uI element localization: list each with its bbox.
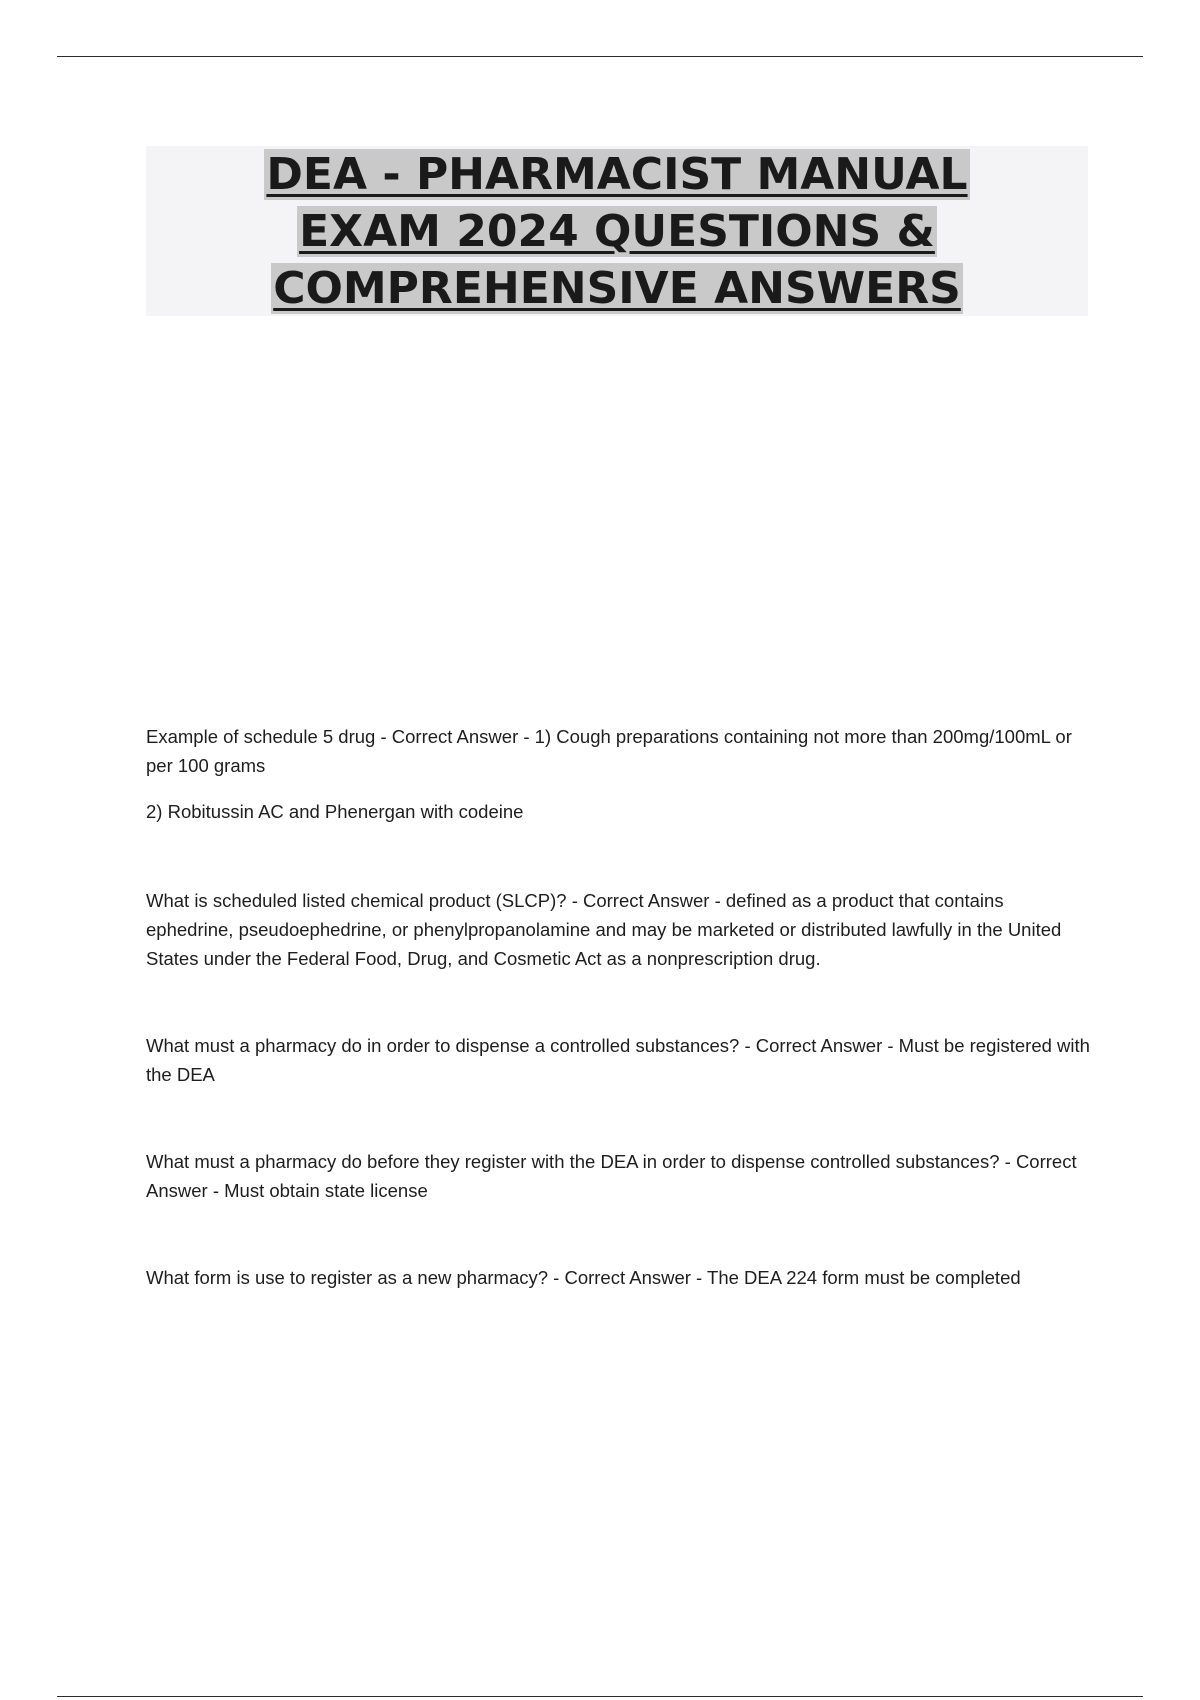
- qa-item: [146, 886, 1091, 973]
- document-title: [146, 146, 1088, 317]
- top-rule: [57, 56, 1143, 57]
- qa-item: [146, 722, 1091, 826]
- title-banner: [146, 146, 1088, 316]
- qa-text: Example of schedule 5 drug - Correct Answer - 1) Cough preparations containing not more than 200mg/100mL or per 100 grams: [146, 726, 1072, 776]
- qa-item: [146, 1147, 1091, 1205]
- bottom-rule: [57, 1696, 1143, 1697]
- title-line: EXAM 2024 QUESTIONS &: [299, 205, 935, 257]
- qa-text: What is scheduled listed chemical product (SLCP)? - Correct Answer - defined as a product that contains ephedrine, pseudoephedrine, or phenylpropanolamine and may be marketed or distributed lawfully in the United States under the Federal Food, Drug, and Cosmetic Act as a nonprescription drug.: [146, 890, 1062, 969]
- qa-text: 2) Robitussin AC and Phenergan with codeine: [146, 801, 524, 822]
- qa-text: What must a pharmacy do before they register with the DEA in order to dispense controlled substances? - Correct Answer - Must obtain state license: [146, 1151, 1077, 1201]
- qa-text: What must a pharmacy do in order to dispense a controlled substances? - Correct Answer - Must be registered with the DEA: [146, 1035, 1090, 1085]
- title-line: DEA - PHARMACIST MANUAL: [266, 148, 968, 200]
- qa-item: [146, 1031, 1091, 1089]
- qa-list: [146, 722, 1091, 1350]
- qa-item: [146, 1263, 1091, 1292]
- qa-text: What form is use to register as a new pharmacy? - Correct Answer - The DEA 224 form must be completed: [146, 1267, 1021, 1288]
- title-line: COMPREHENSIVE ANSWERS: [273, 262, 961, 314]
